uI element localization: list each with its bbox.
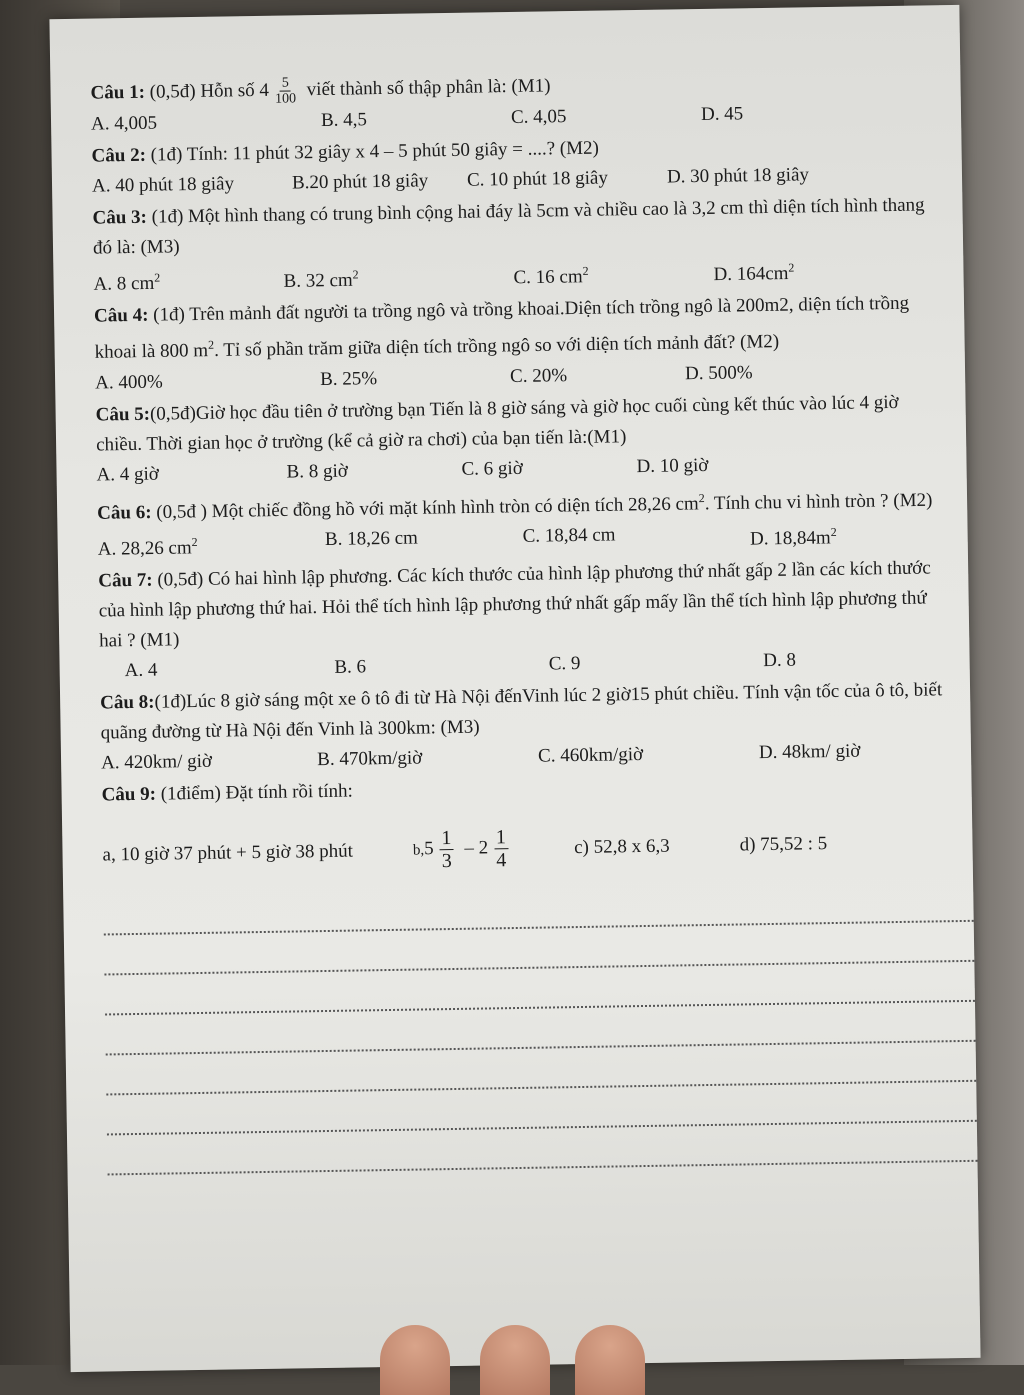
question-label: Câu 5: [95,403,151,426]
option-d: D. 45 [700,103,744,126]
option-d: D. $164cm^2$ [713,260,795,286]
fraction: $\frac{5}{100}$ [275,75,297,107]
part-d: d) 75,52 : 5 [739,833,828,856]
option-d: D. 30 phút 18 giây [666,164,810,188]
question-label: Câu 1: [90,81,146,104]
question-label: Câu 4: [93,305,149,328]
option-a: A. 4 giờ [96,463,160,486]
question-9-parts [102,820,953,878]
option-a: A. 4 [124,660,158,682]
option-d: D. $18,84m^2$ [749,525,837,550]
option-d: D. 10 giờ [636,454,709,477]
question-label: Câu 2: [91,144,147,167]
fingertip [480,1325,550,1395]
question-label: Câu 7: [98,570,153,592]
option-b: B. 470km/giờ [317,747,423,771]
fingertip [575,1325,645,1395]
question-8: Câu 8:(1đ)Lúc 8 giờ sáng một xe ô tô đi từ Hà Nội đếnVinh lúc 2 giờ15 phút chiều. Tính vận tốc của ô tô, biết quãng đường từ Hà Nội đến Vinh là 300km: (M3) [100,679,943,744]
option-c: C. 16 $cm^2$ [513,263,589,289]
question-2: Câu 2: (1đ) Tính: 11 phút 32 giây x 4 – 5 phút 50 giây = ....? (M2) [91,137,600,167]
option-c: C. 6 giờ [461,457,523,480]
part-b: b,5 $\frac{1}{3}$ – 2 $\frac{1}{4}$ [412,826,507,873]
question-label: Câu 6: [97,501,152,524]
answer-lines [103,883,957,1176]
exam-sheet [49,5,980,1372]
question-label: Câu 8: [100,692,155,714]
option-a: A. 40 phút 18 giây [91,173,235,197]
exam-content [90,65,957,1176]
option-b: B. 25% [319,367,378,390]
option-b: B. 6 [334,656,367,679]
question-4: Câu 4: (1đ) Trên mảnh đất người ta trồng ngô và trồng khoai.Diện tích trồng ngô là 200m2, diện tích trồng khoai là 800 $m^2$. Tỉ số phần trăm giữa diện tích trồng ngô so với diện tích mảnh đất? (M2) [93,293,910,364]
question-3: Câu 3: (1đ) Một hình thang có trung bình cộng hai đáy là 5cm và chiều cao là 3,2 cm thì diện tích hình thang đó là: (M3) [92,194,925,259]
option-d: D. 8 [762,650,797,672]
option-b: B. 4,5 [320,109,368,132]
fingertip [380,1325,450,1395]
option-a: A. 400% [94,371,163,394]
fraction: $\frac{1}{3}$ [441,827,452,873]
part-c: c) 52,8 x 6,3 [573,835,670,859]
question-label: Câu 3: [92,206,148,229]
option-c: C. 460km/giờ [537,744,644,768]
option-a: A. 8 $cm^2$ [93,270,161,296]
part-a: a, 10 giờ 37 phút + 5 giờ 38 phút [102,840,354,866]
option-b: B. 32 $cm^2$ [283,267,359,293]
question-5: Câu 5:(0,5đ)Giờ học đầu tiên ở trường bạn Tiến là 8 giờ sáng và giờ học cuối cùng kết thúc vào lúc 4 giờ chiều. Thời gian học ở trường (kể cả giờ ra chơi) của bạn tiến là:(M1) [95,391,899,456]
question-1: Câu 1: (0,5đ) Hỗn số 4 $\frac{5}{100}$ viết thành số thập phân là: (M1) [90,75,551,107]
option-a: A. 28,26 $cm^2$ [97,535,198,560]
question-9: Câu 9: (1điểm) Đặt tính rồi tính: [101,781,353,806]
option-a: A. 4,005 [90,112,158,135]
question-6: Câu 6: (0,5đ ) Một chiếc đồng hồ với mặt kính hình tròn có diện tích 28,26 $cm^2$. Tính chu vi hình tròn ? (M2) [97,489,933,524]
question-7: Câu 7: (0,5đ) Có hai hình lập phương. Các kích thước của hình lập phương thứ nhất gấp 2 lần các kích thước của hình lập phương thứ hai. Hỏi thể tích hình lập phương thứ nhất gấp mấy lần thể tích hình lập phương thứ hai ? (M1) [98,557,931,652]
fraction: $\frac{1}{4}$ [495,826,507,872]
option-c: C. 9 [548,653,581,675]
option-b: B. 8 giờ [286,460,348,483]
option-c: C. 4,05 [510,106,567,129]
option-a: A. 420km/ giờ [100,751,213,774]
option-b: B.20 phút 18 giây [291,170,429,194]
option-c: C. 20% [509,364,568,387]
option-d: D. 500% [684,362,753,385]
option-c: C. 18,84 cm [522,524,616,547]
option-c: C. 10 phút 18 giây [466,167,609,191]
option-b: B. 18,26 cm [324,527,419,551]
question-label: Câu 9: [101,784,157,806]
option-d: D. 48km/ giờ [758,741,861,764]
